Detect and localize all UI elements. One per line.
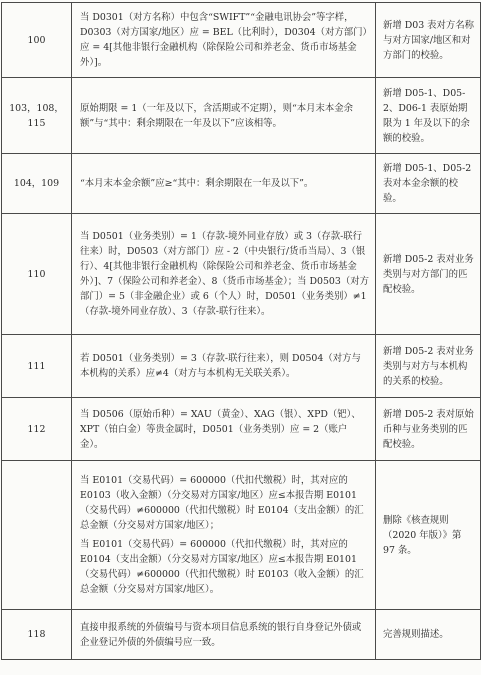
rule-number: 103，108，115 [2, 78, 72, 154]
change-note: 新增 D05-1、D05-2 表对本金余额的校验。 [376, 154, 481, 214]
change-note: 删除《核查规则（2020 年版）》第 97 条。 [376, 461, 481, 610]
rule-number: 112 [2, 398, 72, 461]
table-row [2, 461, 481, 610]
rule-text: 当 D0501（业务类别）= 1（存款-境外同业存放）或 3（存款-联行往来）时，D0503（对方部门）应 - 2（中央银行/货币当局）、3（银行）、4[其他非银行金融机构（除保险公司和养老金、货币市场基金外）]、7（保险公司和养老金）、8（货币市场基金）；当 D0503（对方部门）= 5（非金融企业）或 6（个人）时，D0501（业务类别）≠1（存款-境外同业存放）、3（存款-联行往来）。 [72, 214, 376, 335]
rule-number [2, 461, 72, 610]
rule-text: 原始期限 = 1（一年及以下，含活期或不定期），则“本月末本金余额”与“其中：剩余期限在一年及以下”应该相等。 [72, 78, 376, 154]
rule-text: 若 D0501（业务类别）= 3（存款-联行往来），则 D0504（对方与本机构的关系）应≠4（对方与本机构无关联关系）。 [72, 335, 376, 398]
table-row [2, 610, 481, 660]
rule-text: 当 E0101（交易代码）= 600000（代扣代缴税）时，其对应的 E0103（收入金额）（分交易对方国家/地区）应≤本报告期 E0101（交易代码）≠600000（代扣代缴税）时 E0104（支出金额）的汇总金额（分交易对方国家/地区）； 当 E0101（交易代码）= 600000（代扣代缴税）时，其对应的 E0104（支出金额）（分交易对方国家/地区）应≤本报告期 E0101（交易代码）≠600000（代扣代缴税）时 E0103（收入金额）的汇总金额（分交易对方国家/地区）。 [72, 461, 376, 610]
change-note: 完善规则描述。 [376, 610, 481, 660]
change-note: 新增 D03 表对方名称与对方国家/地区和对方部门的校验。 [376, 3, 481, 78]
table-row [2, 154, 481, 214]
rule-text: 当 D0301（对方名称）中包含“SWIFT”“金融电讯协会”等字样，D0303（对方国家/地区）应 = BEL（比利时），D0304（对方部门）应 = 4[其他非银行金融机构（除保险公司和养老金、货币市场基金外）]。 [72, 3, 376, 78]
table-row [2, 398, 481, 461]
change-note: 新增 D05-2 表对原始币种与业务类别的匹配校验。 [376, 398, 481, 461]
rule-number: 110 [2, 214, 72, 335]
rules-table [1, 2, 481, 660]
change-note: 新增 D05-2 表对业务类别与对方与本机构的关系的校验。 [376, 335, 481, 398]
rule-number: 104，109 [2, 154, 72, 214]
table-row [2, 3, 481, 78]
rule-number: 118 [2, 610, 72, 660]
change-note: 新增 D05-2 表对业务类别与对方部门的匹配校验。 [376, 214, 481, 335]
table-row [2, 78, 481, 154]
rule-number: 111 [2, 335, 72, 398]
rule-text: “本月末本金余额”应≥“其中：剩余期限在一年及以下”。 [72, 154, 376, 214]
table-row [2, 335, 481, 398]
change-note: 新增 D05-1、D05-2、D06-1 表原始期限为 1 年及以下的余额的校验。 [376, 78, 481, 154]
rule-text: 当 D0506（原始币种）= XAU（黄金）、XAG（银）、XPD（钯）、XPT（铂白金）等贵金属时，D0501（业务类别）应 = 2（账户金）。 [72, 398, 376, 461]
table-row [2, 214, 481, 335]
rule-number: 100 [2, 3, 72, 78]
rule-text: 直接申报系统的外债编号与资本项目信息系统的银行自身登记外债或企业登记外债的外债编号应一致。 [72, 610, 376, 660]
